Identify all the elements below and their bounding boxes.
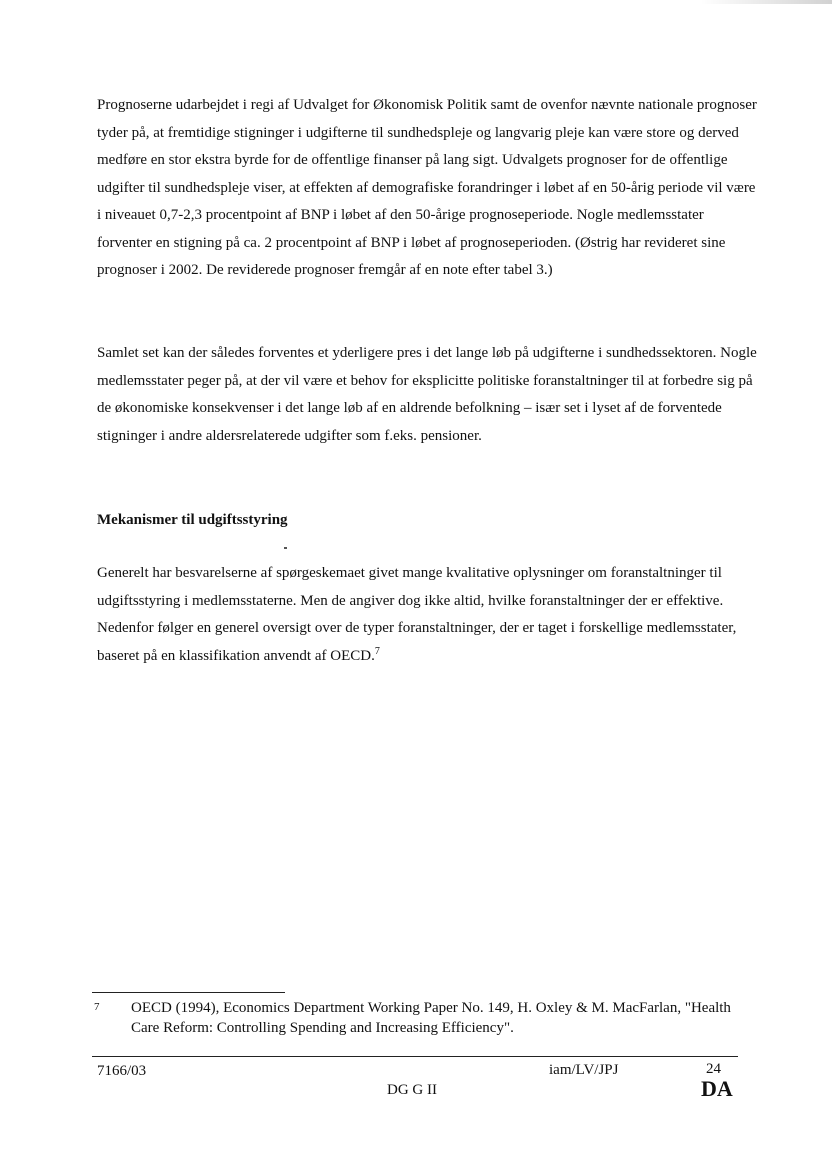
footer-page-number: 24 [706,1061,721,1077]
section-heading: Mekanismer til udgiftsstyring [97,512,288,528]
scan-speck [284,547,287,549]
footer-directorate: DG G II [387,1082,437,1098]
paragraph-pressure: Samlet set kan der således forventes et yderligere pres i det lange løb på udgifterne i sundhedssektoren. Nogle medlemsstater peger på, at der vil være et behov for eksplicitte politiske foranstaltninger til at forbedre sig på de økonomiske konsekvenser i det lange løb af en aldrende befolkning – især set i lyset af de forventede stigninger i andre aldersrelaterede udgifter som f.eks. pensioner. [97,345,757,444]
footer-reference: iam/LV/JPJ [549,1062,619,1078]
paragraph-prognoses: Prognoserne udarbejdet i regi af Udvalget for Økonomisk Politik samt de ovenfor nævnte nationale prognoser tyder på, at fremtidige stigninger i udgifterne til sundhedspleje og langvarig pleje kan være store og derved medføre en stor ekstra byrde for de offentlige finanser på lang sigt. Udvalgets prognoser for de offentlige udgifter til sundhedspleje viser, at effekten af demografiske forandringer i løbet af en 50-årig periode vil være i niveauet 0,7-2,3 procentpoint af BNP i løbet af den 50-årige prognoseperiode. Nogle medlemsstater forventer en stigning på ca. 2 procentpoint af BNP i løbet af prognoseperioden. (Østrig har revideret sine prognoser i 2002. De reviderede prognoser fremgår af en note efter tabel 3.) [97,97,757,278]
paragraph-mechanisms-text: Generelt har besvarelserne af spørgeskemaet givet mange kvalitative oplysninger om foranstaltninger til udgiftsstyring i medlemsstaterne. Men de angiver dog ikke altid, hvilke foranstaltninger der er effektive. Nedenfor følger en generel oversigt over de typer foranstaltninger, der er taget i forskellige medlemsstater, baseret på en klassifikation anvendt af OECD. [97,565,737,664]
footer-divider [92,1056,738,1057]
footnote-separator [92,992,285,993]
footer-language-code: DA [701,1076,733,1101]
footnote-number: 7 [94,1001,100,1013]
footer-doc-number: 7166/03 [97,1063,147,1079]
footnote-text: OECD (1994), Economics Department Working Paper No. 149, H. Oxley & M. MacFarlan, "Health Care Reform: Controlling Spending and Increasing Efficiency". [131,1000,731,1036]
scan-edge-artifact [700,0,832,4]
footnote-reference: 7 [374,645,380,657]
paragraph-mechanisms [97,560,757,670]
